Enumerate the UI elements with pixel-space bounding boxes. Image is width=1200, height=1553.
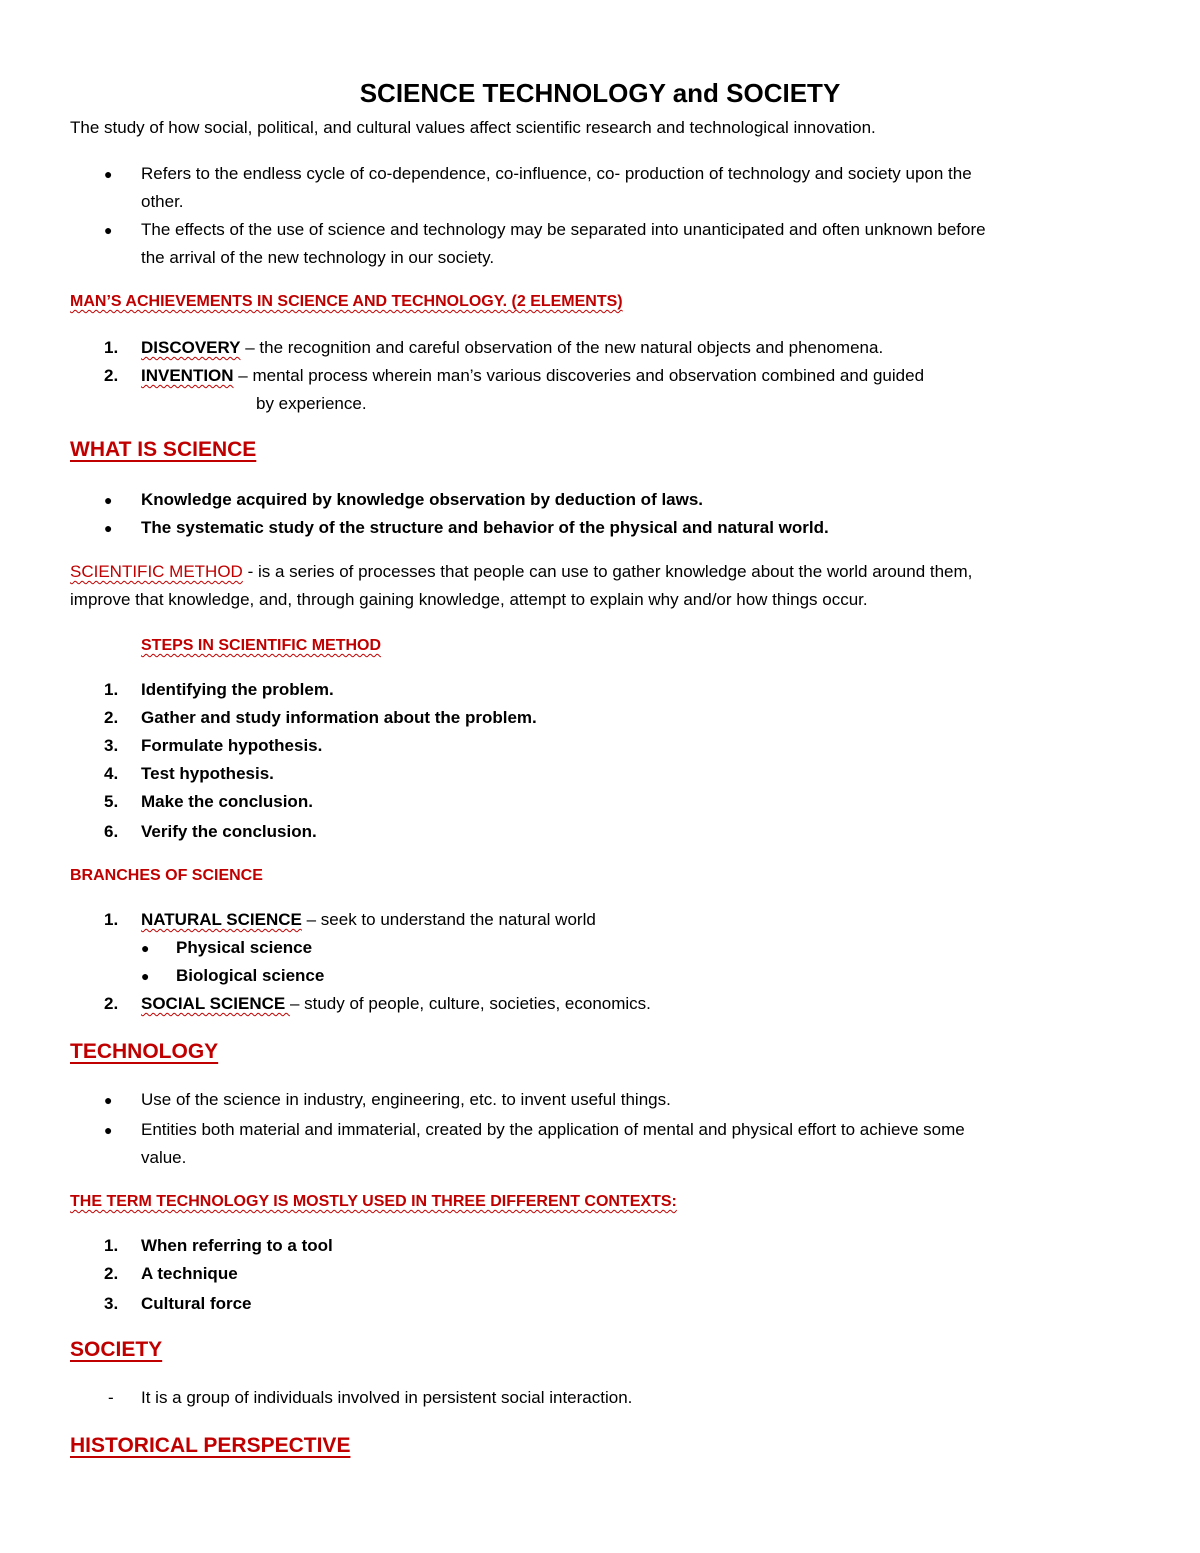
step-item: Identifying the problem. <box>141 680 334 699</box>
bullet-icon: ● <box>104 520 113 536</box>
steps-heading: STEPS IN SCIENTIFIC METHOD <box>141 637 382 654</box>
list-number: 2. <box>104 994 119 1013</box>
achievement-item-discovery <box>141 334 883 362</box>
term-desc: – seek to understand the natural world <box>301 910 596 929</box>
historical-perspective-heading: HISTORICAL PERSPECTIVE <box>70 1434 351 1457</box>
invention-desc-line-2: by experience. <box>256 394 367 413</box>
what-is-science-heading: WHAT IS SCIENCE <box>70 438 257 461</box>
list-number: 6. <box>104 822 119 841</box>
step-item: Make the conclusion. <box>141 792 313 811</box>
achievement-item-invention <box>141 362 924 390</box>
term-invention: INVENTION <box>141 366 234 385</box>
term-social-science: SOCIAL SCIENCE <box>141 994 290 1013</box>
list-number: 2. <box>104 708 119 727</box>
technology-bullet-2-line-2: value. <box>141 1148 187 1167</box>
bullet-icon: ● <box>104 222 113 238</box>
step-item: Formulate hypothesis. <box>141 736 323 755</box>
bullet-icon: ● <box>104 166 113 182</box>
term-desc: – mental process wherein man’s various discoveries and observation combined and guided <box>233 366 925 385</box>
step-item: Gather and study information about the problem. <box>141 708 537 727</box>
science-bullet-1: Knowledge acquired by knowledge observation by deduction of laws. <box>141 490 704 509</box>
term-desc: – study of people, culture, societies, economics. <box>289 994 651 1013</box>
list-number: 2. <box>104 1264 119 1283</box>
achievements-heading: MAN’S ACHIEVEMENTS IN SCIENCE AND TECHNOLOGY. (2 ELEMENTS) <box>70 293 623 310</box>
term-natural-science: NATURAL SCIENCE <box>141 910 302 929</box>
technology-heading: TECHNOLOGY <box>70 1040 219 1063</box>
bullet-icon: ● <box>104 492 113 508</box>
intro-text: The study of how social, political, and cultural values affect scientific research and technological innovation. <box>70 118 876 137</box>
bullet-icon: ● <box>104 1122 113 1138</box>
scientific-method-desc: - is a series of processes that people can use to gather knowledge about the world around them, <box>242 562 973 581</box>
list-number: 1. <box>104 1236 119 1255</box>
scientific-method-line-2: improve that knowledge, and, through gaining knowledge, attempt to explain why and/or how things occur. <box>70 590 868 609</box>
bullet-icon: ● <box>104 1092 113 1108</box>
technology-bullet-1: Use of the science in industry, engineering, etc. to invent useful things. <box>141 1090 671 1109</box>
bullet-icon: ● <box>141 940 150 956</box>
sub-branch-biological: Biological science <box>176 966 325 985</box>
list-number: 4. <box>104 764 119 783</box>
technology-bullet-2-line-1: Entities both material and immaterial, created by the application of mental and physical effort to achieve some <box>141 1120 965 1139</box>
contexts-heading: THE TERM TECHNOLOGY IS MOSTLY USED IN THREE DIFFERENT CONTEXTS: <box>70 1193 677 1210</box>
term-discovery: DISCOVERY <box>141 338 241 357</box>
list-number: 3. <box>104 1294 119 1313</box>
context-item: A technique <box>141 1264 238 1283</box>
step-item: Test hypothesis. <box>141 764 274 783</box>
context-item: When referring to a tool <box>141 1236 333 1255</box>
list-number: 5. <box>104 792 119 811</box>
sub-branch-physical: Physical science <box>176 938 313 957</box>
scientific-method-term: SCIENTIFIC METHOD <box>70 562 243 581</box>
context-item: Cultural force <box>141 1294 252 1313</box>
society-heading: SOCIETY <box>70 1338 163 1361</box>
branches-heading: BRANCHES OF SCIENCE <box>70 867 263 884</box>
list-number: 1. <box>104 680 119 699</box>
society-definition: It is a group of individuals involved in persistent social interaction. <box>141 1388 633 1407</box>
intro-bullet-1-line-2: other. <box>141 192 184 211</box>
intro-bullet-1-line-1: Refers to the endless cycle of co-dependence, co-influence, co- production of technology and society upon the <box>141 164 972 183</box>
branch-social-science <box>141 990 651 1018</box>
science-bullet-2: The systematic study of the structure and behavior of the physical and natural world. <box>141 518 829 537</box>
intro-bullet-2-line-1: The effects of the use of science and technology may be separated into unanticipated and often unknown before <box>141 220 986 239</box>
term-desc: – the recognition and careful observation of the new natural objects and phenomena. <box>240 338 884 357</box>
page-title: SCIENCE TECHNOLOGY and SOCIETY <box>359 78 841 108</box>
branch-natural-science <box>141 906 596 934</box>
list-number: 3. <box>104 736 119 755</box>
list-number: 1. <box>104 910 119 929</box>
list-number: 1. <box>104 338 119 357</box>
step-item: Verify the conclusion. <box>141 822 317 841</box>
bullet-icon: ● <box>141 968 150 984</box>
intro-bullet-2-line-2: the arrival of the new technology in our society. <box>141 248 495 267</box>
dash-marker: - <box>108 1388 114 1407</box>
scientific-method-line-1 <box>70 558 972 586</box>
list-number: 2. <box>104 366 119 385</box>
